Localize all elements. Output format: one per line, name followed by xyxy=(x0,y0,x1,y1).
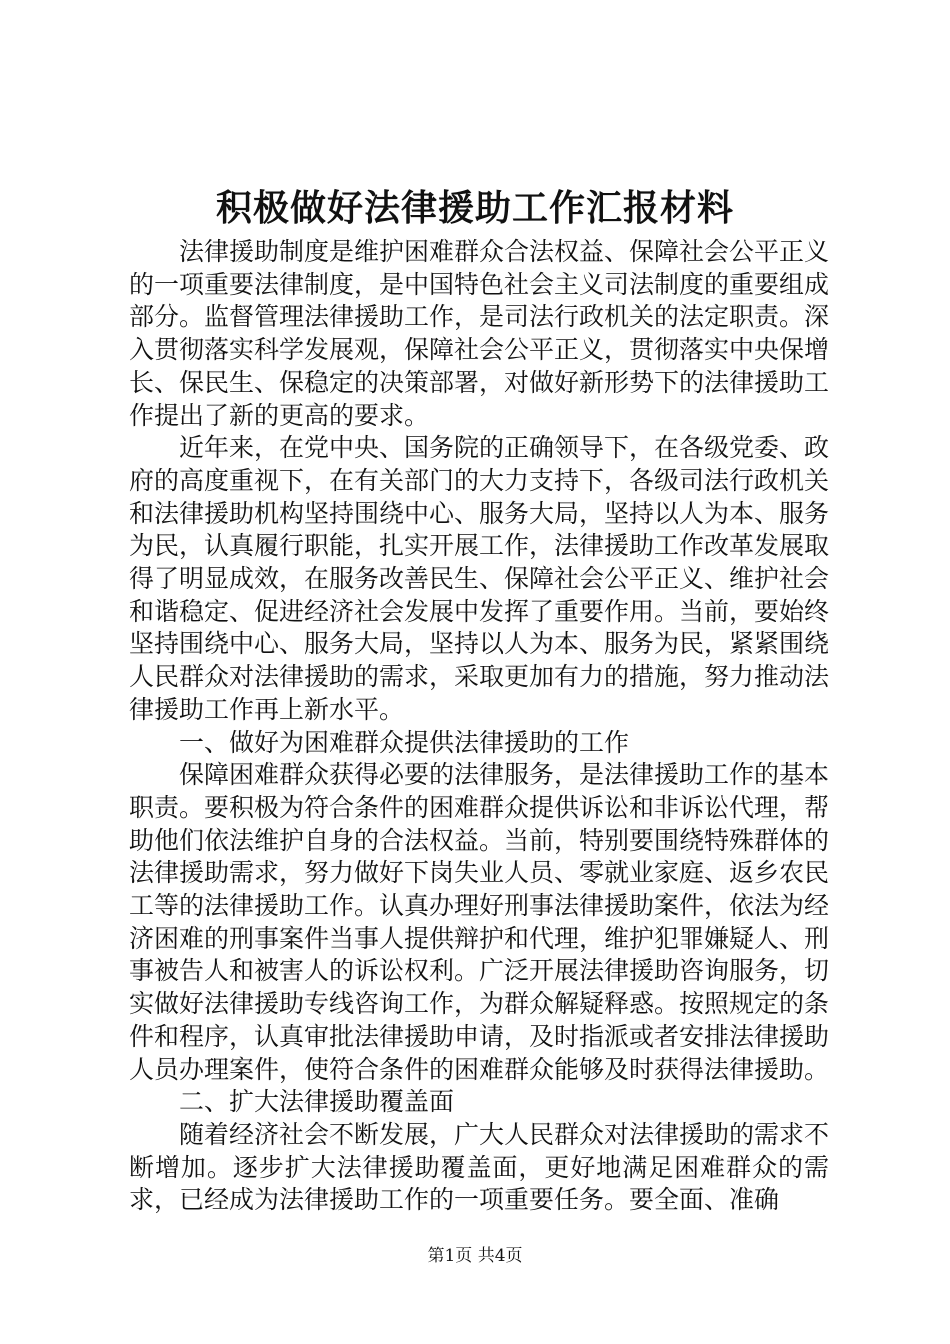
document-title: 积极做好法律援助工作汇报材料 xyxy=(215,187,734,229)
page-footer: 第1页 共4页 xyxy=(427,1246,523,1266)
section-heading-1: 一、做好为困难群众提供法律援助的工作 xyxy=(179,727,630,757)
section-heading-2: 二、扩大法律援助覆盖面 xyxy=(179,1087,455,1117)
paragraph-recent-years: 近年来，在党中央、国务院的正确领导下，在各级党委、政府的高度重视下，在有关部门的大力支持下，各级司法行政机关和法律援助机构坚持围绕中心、服务大局，坚持以人为本、服务为民，认真履行职能，扎实开展工作，法律援助工作改革发展取得了明显成效，在服务改善民生、保障社会公平正义、维护社会和谐稳定、促进经济社会发展中发挥了重要作用。当前，要始终坚持围绕中心、服务大局，坚持以人为本、服务为民，紧紧围绕人民群众对法律援助的需求，采取更加有力的措施，努力推动法律援助工作再上新水平。 xyxy=(129,433,830,724)
paragraph-section-1: 保障困难群众获得必要的法律服务，是法律援助工作的基本职责。要积极为符合条件的困难群众提供诉讼和非诉讼代理，帮助他们依法维护自身的合法权益。当前，特别要围绕特殊群体的法律援助需求，努力做好下岗失业人员、零就业家庭、返乡农民工等的法律援助工作。认真办理好刑事法律援助案件，依法为经济困难的刑事案件当事人提供辩护和代理，维护犯罪嫌疑人、刑事被告人和被害人的诉讼权利。广泛开展法律援助咨询服务，切实做好法律援助专线咨询工作，为群众解疑释惑。按照规定的条件和程序，认真审批法律援助申请，及时指派或者安排法律援助人员办理案件，使符合条件的困难群众能够及时获得法律援助。 xyxy=(129,760,830,1084)
paragraph-intro: 法律援助制度是维护困难群众合法权益、保障社会公平正义的一项重要法律制度，是中国特色社会主义司法制度的重要组成部分。监督管理法律援助工作，是司法行政机关的法定职责。深入贯彻落实科学发展观，保障社会公平正义，贯彻落实中央保增长、保民生、保稳定的决策部署，对做好新形势下的法律援助工作提出了新的更高的要求。 xyxy=(129,237,830,430)
paragraph-section-2: 随着经济社会不断发展，广大人民群众对法律援助的需求不断增加。逐步扩大法律援助覆盖面，更好地满足困难群众的需求，已经成为法律援助工作的一项重要任务。要全面、准确 xyxy=(129,1119,830,1215)
document-body xyxy=(129,236,829,1217)
